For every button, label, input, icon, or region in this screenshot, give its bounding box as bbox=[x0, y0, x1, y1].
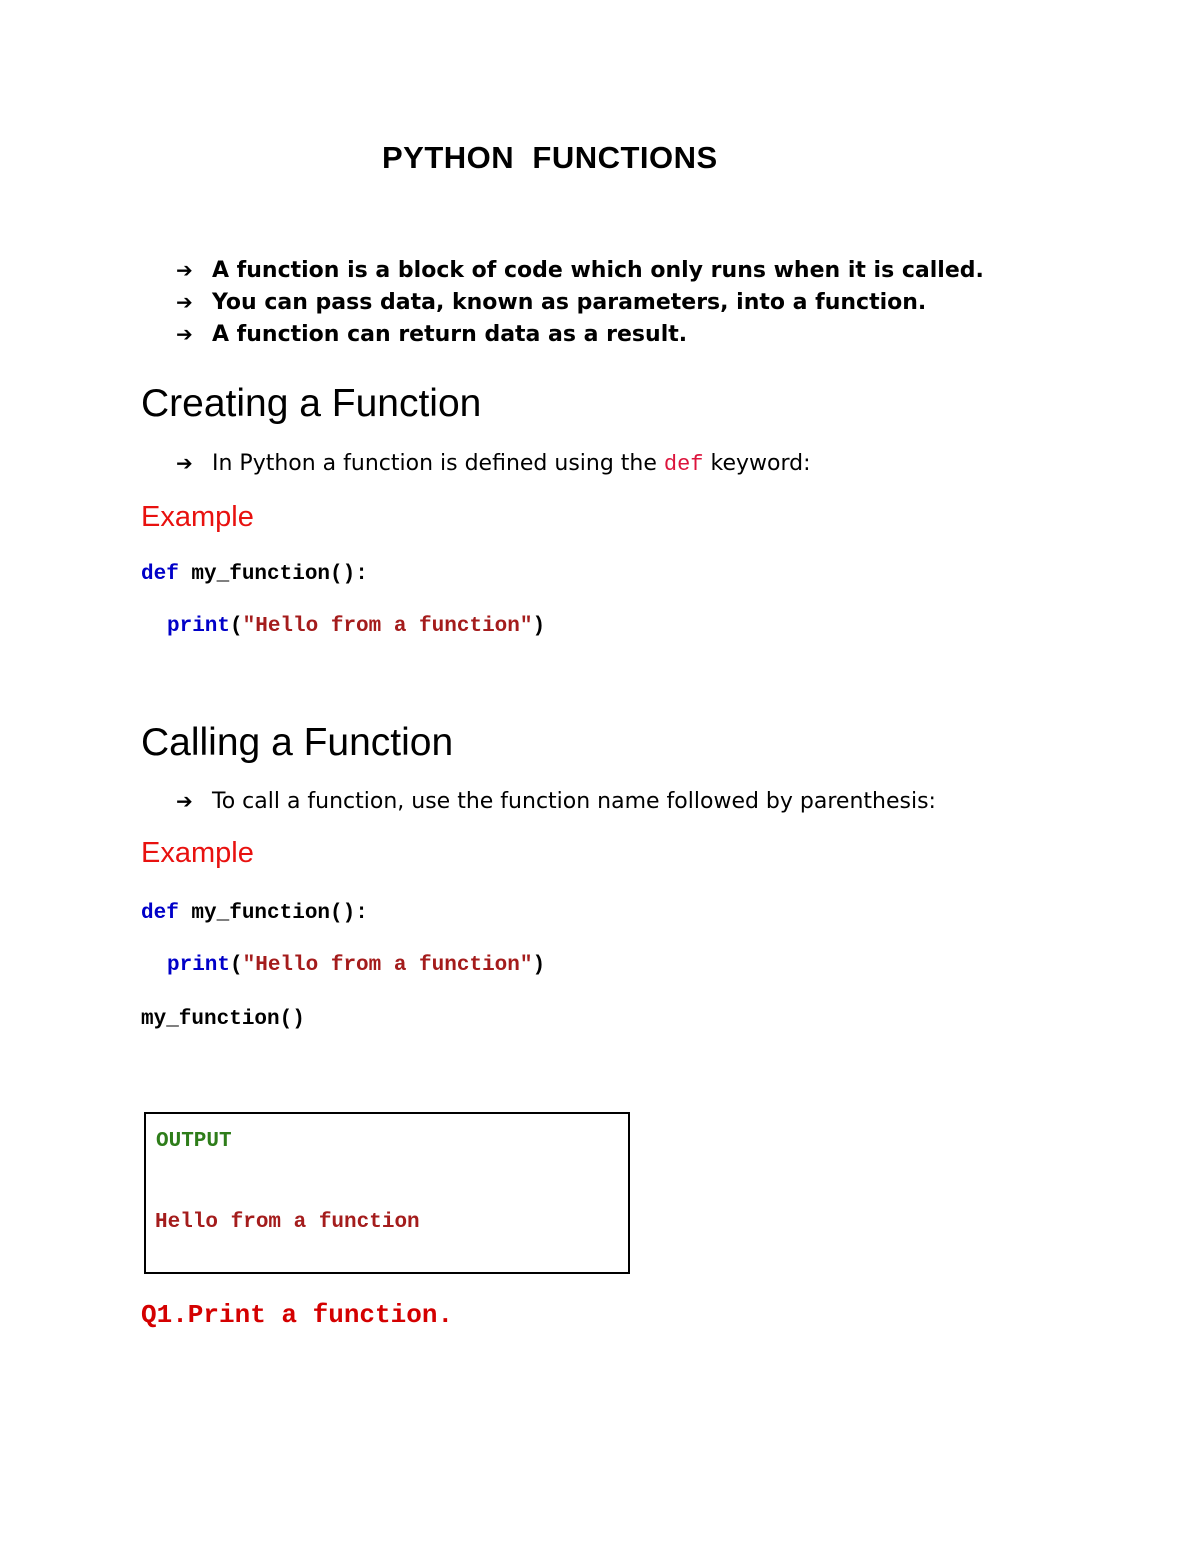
creating-bullet-after: keyword: bbox=[703, 451, 811, 476]
def-keyword-inline: def bbox=[663, 452, 704, 477]
code-string: "Hello from a function" bbox=[242, 954, 533, 977]
code-keyword: def bbox=[141, 902, 179, 925]
code-text: my_function(): bbox=[178, 902, 368, 925]
section-heading-calling: Calling a Function bbox=[141, 721, 454, 764]
arrow-icon: ➔ bbox=[176, 258, 193, 282]
question-text: Q1.Print a function. bbox=[141, 1300, 454, 1330]
calling-bullet bbox=[176, 789, 936, 814]
output-text: Hello from a function bbox=[155, 1211, 420, 1234]
creating-bullet-before: In Python a function is defined using the bbox=[212, 451, 664, 476]
intro-bullet-text: A function is a block of code which only runs when it is called. bbox=[212, 258, 984, 283]
section-heading-creating: Creating a Function bbox=[141, 382, 482, 425]
intro-bullet bbox=[176, 290, 926, 315]
example-label: Example bbox=[141, 501, 254, 533]
code-line bbox=[141, 563, 368, 586]
example-label: Example bbox=[141, 837, 254, 869]
code-line: my_function() bbox=[141, 1008, 305, 1031]
intro-bullet bbox=[176, 258, 984, 283]
page-title: PYTHON FUNCTIONS bbox=[382, 140, 718, 175]
code-line bbox=[141, 902, 368, 925]
code-text: my_function(): bbox=[178, 563, 368, 586]
intro-bullet-text: You can pass data, known as parameters, into a function. bbox=[212, 290, 927, 315]
creating-bullet-text bbox=[212, 451, 811, 477]
code-line bbox=[167, 615, 545, 638]
arrow-icon: ➔ bbox=[176, 451, 193, 475]
code-text: ( bbox=[230, 954, 243, 977]
creating-bullet bbox=[176, 451, 811, 477]
arrow-icon: ➔ bbox=[176, 789, 193, 813]
arrow-icon: ➔ bbox=[176, 290, 193, 314]
code-string: "Hello from a function" bbox=[242, 615, 533, 638]
output-label: OUTPUT bbox=[156, 1130, 232, 1153]
code-function: print bbox=[167, 954, 231, 977]
code-line bbox=[167, 954, 545, 977]
code-text: ( bbox=[230, 615, 243, 638]
intro-bullet bbox=[176, 322, 687, 347]
output-box bbox=[144, 1112, 630, 1274]
code-text: ) bbox=[532, 954, 546, 977]
arrow-icon: ➔ bbox=[176, 322, 193, 346]
code-function: print bbox=[167, 615, 231, 638]
code-text: ) bbox=[532, 615, 546, 638]
code-keyword: def bbox=[141, 563, 179, 586]
intro-bullet-text: A function can return data as a result. bbox=[212, 322, 688, 347]
calling-bullet-text: To call a function, use the function name followed by parenthesis: bbox=[212, 789, 936, 814]
